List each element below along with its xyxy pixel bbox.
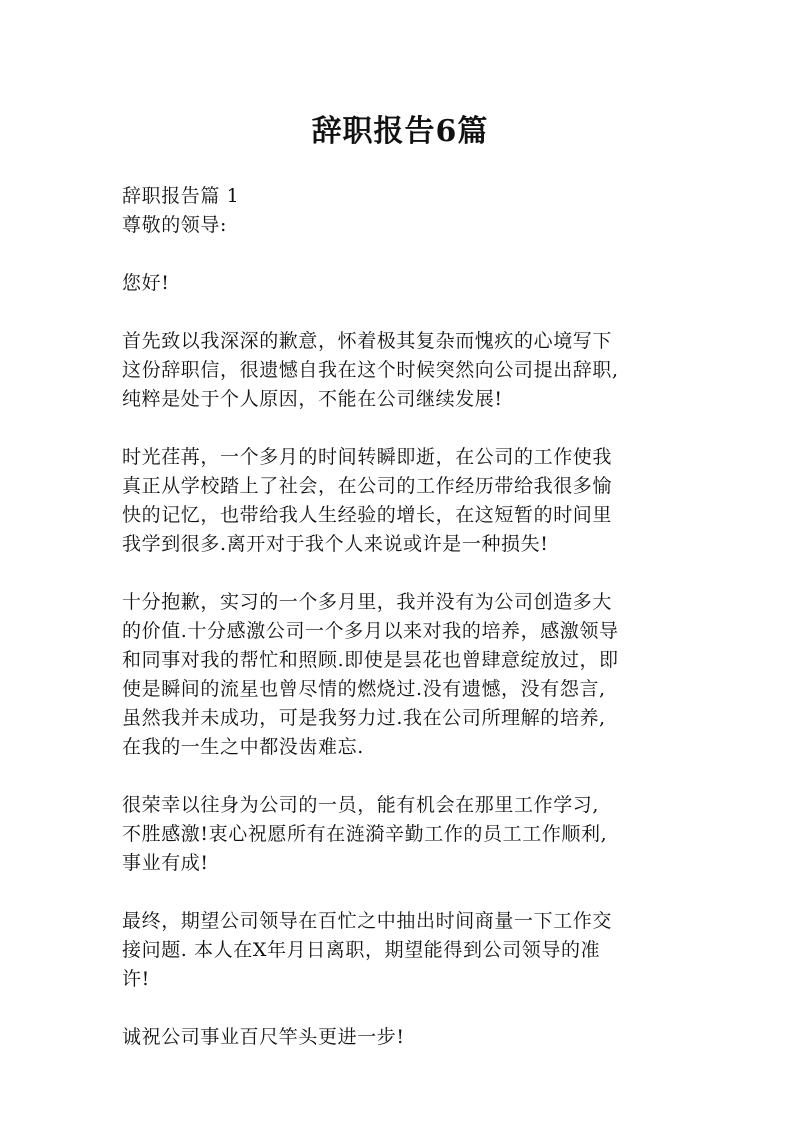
document-body: [122, 182, 682, 1052]
paragraph-line: 首先致以我深深的歉意，怀着极其复杂而愧疚的心境写下: [122, 330, 613, 352]
paragraph-apology: [122, 327, 682, 414]
blank-line: [122, 994, 682, 1023]
blank-line: [122, 240, 682, 269]
paragraph-line: 最终，期望公司领导在百忙之中抽出时间商量一下工作交: [122, 910, 613, 932]
paragraph-line: 使是瞬间的流星也曾尽情的燃烧过.没有遗憾，没有怨言,: [122, 678, 606, 700]
paragraph-line: 诚祝公司事业百尺竿头更进一步!: [122, 1026, 405, 1048]
blank-line: [122, 298, 682, 327]
paragraph-line: 快的记忆，也带给我人生经验的增长，在这短暂的时间里: [122, 504, 613, 526]
paragraph-line: 纯粹是处于个人原因，不能在公司继续发展!: [122, 388, 503, 410]
paragraph-gratitude: [122, 588, 682, 762]
paragraph-line: 虽然我并未成功，可是我努力过.我在公司所理解的培养,: [122, 707, 606, 729]
blank-line: [122, 878, 682, 907]
blank-line: [122, 414, 682, 443]
paragraph-experience: [122, 443, 682, 559]
paragraph-line: 在我的一生之中都没齿难忘.: [122, 736, 364, 758]
paragraph-line: 很荣幸以往身为公司的一员，能有机会在那里工作学习,: [122, 794, 600, 816]
greeting: 您好!: [122, 272, 170, 294]
paragraph-line: 我学到很多.离开对于我个人来说或许是一种损失!: [122, 533, 549, 555]
paragraph-closing: [122, 1023, 682, 1052]
blank-line: [122, 559, 682, 588]
paragraph-line: 真正从学校踏上了社会，在公司的工作经历带给我很多愉: [122, 475, 613, 497]
paragraph-line: 时光荏苒，一个多月的时间转瞬即逝，在公司的工作使我: [122, 446, 613, 468]
document-title: 辞职报告6篇: [311, 114, 489, 149]
paragraph-line: 事业有成!: [122, 852, 209, 874]
paragraph-line: 许!: [122, 968, 150, 990]
paragraph-line: 接问题. 本人在X年月日离职，期望能得到公司领导的准: [122, 939, 601, 961]
blank-line: [122, 762, 682, 791]
paragraph-line: 不胜感激!衷心祝愿所有在涟漪辛勤工作的员工工作顺利,: [122, 823, 608, 845]
paragraph-wishes: [122, 791, 682, 878]
paragraph-handover: [122, 907, 682, 994]
paragraph-line: 和同事对我的帮忙和照顾.即使是昙花也曾肆意绽放过，即: [122, 649, 619, 671]
section-heading: 辞职报告篇 1: [122, 185, 240, 207]
paragraph-line: 这份辞职信，很遗憾自我在这个时候突然向公司提出辞职,: [122, 359, 619, 381]
paragraph-line: 十分抱歉，实习的一个多月里，我并没有为公司创造多大: [122, 591, 613, 613]
paragraph-line: 的价值.十分感激公司一个多月以来对我的培养，感激领导: [122, 620, 619, 642]
salutation: 尊敬的领导:: [122, 214, 228, 236]
